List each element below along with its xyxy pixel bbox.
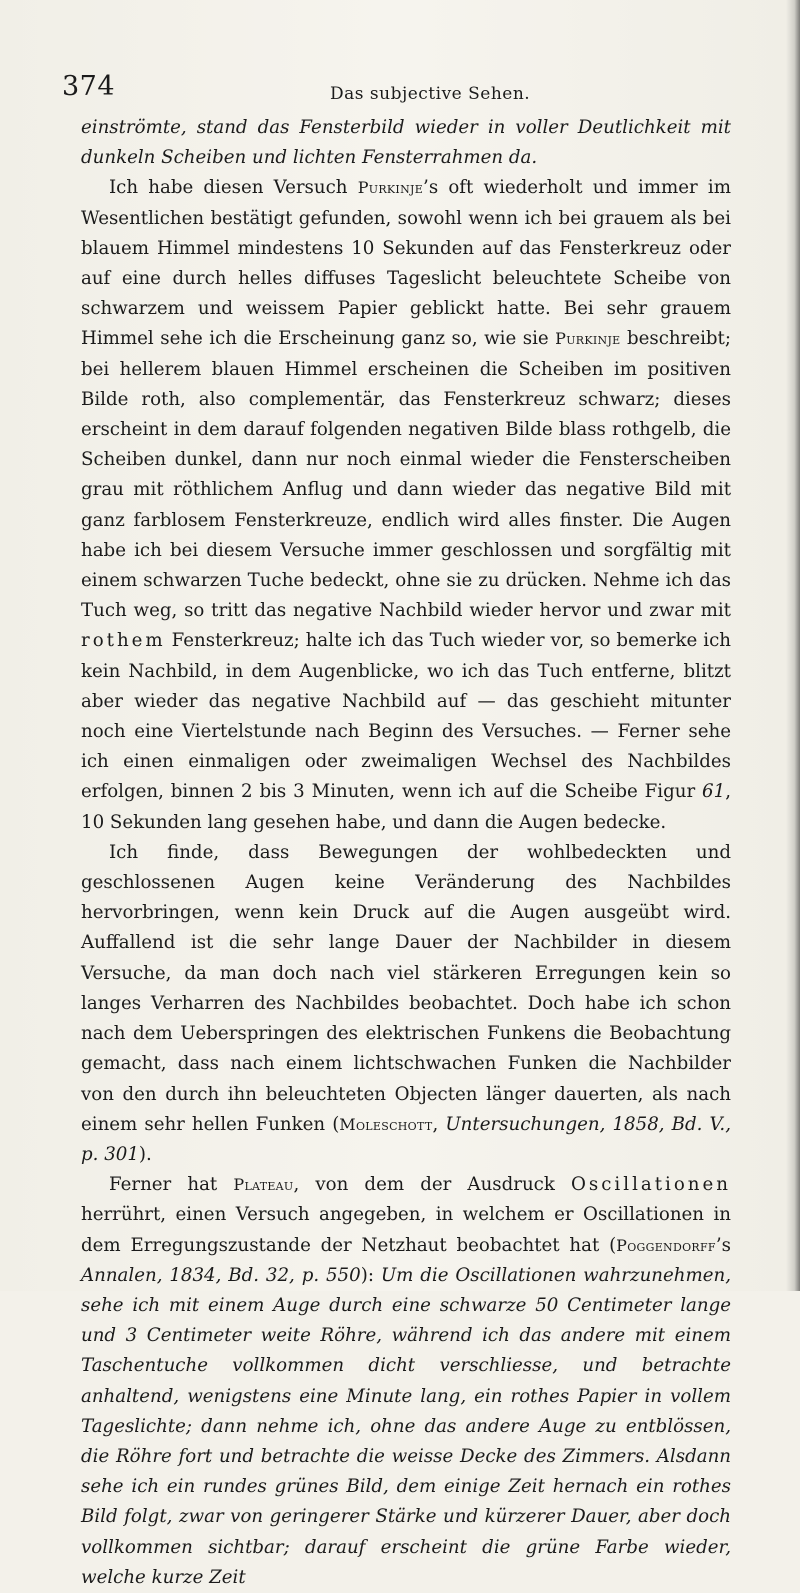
text-run: Ich habe diesen Versuch: [109, 177, 358, 199]
page-number: 374: [62, 71, 116, 102]
text-run: , von dem der Ausdruck: [293, 1174, 571, 1196]
italic-text: einströmte, stand das Fensterbild wieder in voller Deutlichkeit mit dunkeln Scheiben und lichten Fensterrahmen da.: [81, 117, 731, 169]
running-head: Das subjective Sehen.: [330, 84, 531, 104]
text-run: ).: [138, 1143, 152, 1165]
author-name: Moleschott: [339, 1114, 433, 1134]
text-run: herrührt, einen Versuch angegeben, in welchem er Oscillationen in dem Erregungszustande der Netzhaut beobachtet hat (: [81, 1204, 731, 1256]
author-name: Purkinje: [555, 329, 621, 349]
emphasized-text: Oscillationen: [571, 1174, 731, 1196]
text-run: ,: [432, 1113, 446, 1135]
emphasized-text: rothem: [81, 630, 166, 652]
author-name: Plateau: [233, 1175, 294, 1195]
italic-text: Um die Oscillationen wahrzunehmen, sehe ich mit einem Auge durch eine schwarze 50 Centimeter lange und 3 Centimeter weite Röhre, während ich das andere mit einem Taschentuche vollkommen dicht verschliesse, und betrachte anhaltend, wenigstens eine Minute lang, ein rothes Papier in vollem Tageslichte; dann nehme ich, ohne das andere Auge zu entblössen, die Röhre fort und betrachte die weisse Decke des Zimmers. Alsdann sehe ich ein rundes grünes Bild, dem einige Zeit hernach ein rothes Bild folgt, zwar von geringerer Stärke und kürzerer Dauer, aber doch vollkommen sichtbar; darauf erscheint die grüne Farbe wieder, welche kurze Zeit: [81, 1264, 731, 1588]
paragraph-4: [81, 1170, 731, 1593]
italic-text: 61: [702, 781, 726, 803]
author-name: Poggendorff: [616, 1235, 716, 1255]
text-run: Fensterkreuz; halte ich das Tuch wieder vor, so bemerke ich kein Nachbild, in dem Augenblicke, wo ich das Tuch entferne, blitzt aber wieder das negative Nachbild auf — das geschieht mitunter noch eine Viertelstunde nach Beginn des Versuches. — Ferner sehe ich einen einmaligen oder zweimaligen Wechsel des Nachbildes erfolgen, binnen 2 bis 3 Minuten, wenn ich auf die Scheibe Figur: [81, 630, 731, 803]
text-run: beschreibt; bei hellerem blauen Himmel erscheinen die Scheiben im positiven Bilde roth, also complementär, das Fensterkreuz schwarz; dieses erscheint in dem darauf folgenden negativen Bilde blass rothgelb, die Scheiben dunkel, dann nur noch einmal wieder die Fensterscheiben grau mit röthlichem Anflug und dann wieder das negative Bild mit ganz farblosem Fensterkreuze, endlich wird alles finster. Die Augen habe ich bei diesem Versuche immer geschlossen und sorgfältig mit einem schwarzen Tuche bedeckt, ohne sie zu drücken. Nehme ich das Tuch weg, so tritt das negative Nachbild wieder hervor und zwar mit: [81, 328, 731, 622]
text-run: Ferner hat: [109, 1174, 234, 1196]
text-run: ):: [360, 1264, 381, 1286]
italic-text: Untersuchungen, 1858, Bd. V., p. 301: [81, 1113, 731, 1165]
text-run: , 10 Sekunden lang gesehen habe, und dann die Augen bedecke.: [81, 781, 731, 833]
text-run: Ich finde, dass Bewegungen der wohlbedeckten und geschlossenen Augen keine Veränderung des Nachbildes hervorbringen, wenn kein Druck auf die Augen ausgeübt wird. Auffallend ist die sehr lange Dauer der Nachbilder in diesem Versuche, da man doch nach viel stärkeren Erregungen kein so langes Verharren des Nachbildes beobachtet. Doch habe ich schon nach dem Ueberspringen des elektrischen Funkens die Beobachtung gemacht, dass nach einem lichtschwachen Funken die Nachbilder von den durch ihn beleuchteten Objecten länger dauerten, als nach einem sehr hellen Funken (: [81, 841, 731, 1135]
author-name: Purkinje: [357, 178, 424, 198]
page-edge-shadow: [786, 0, 800, 1291]
text-run: ’s: [715, 1234, 731, 1256]
body-text: [81, 113, 731, 1593]
paragraph-3: [81, 838, 731, 1170]
paragraph-1: [81, 113, 731, 173]
italic-text: Annalen, 1834, Bd. 32, p. 550: [81, 1264, 361, 1286]
paragraph-2: [81, 173, 731, 837]
text-run: ’s oft wiederholt und immer im Wesentlichen bestätigt gefunden, sowohl wenn ich bei grauem als bei blauem Himmel mindestens 10 Sekunden auf das Fensterkreuz oder auf eine durch helles diffuses Tageslicht beleuchtete Scheibe von schwarzem und weissem Papier geblickt hatte. Bei sehr grauem Himmel sehe ich die Erscheinung ganz so, wie sie: [81, 177, 731, 350]
